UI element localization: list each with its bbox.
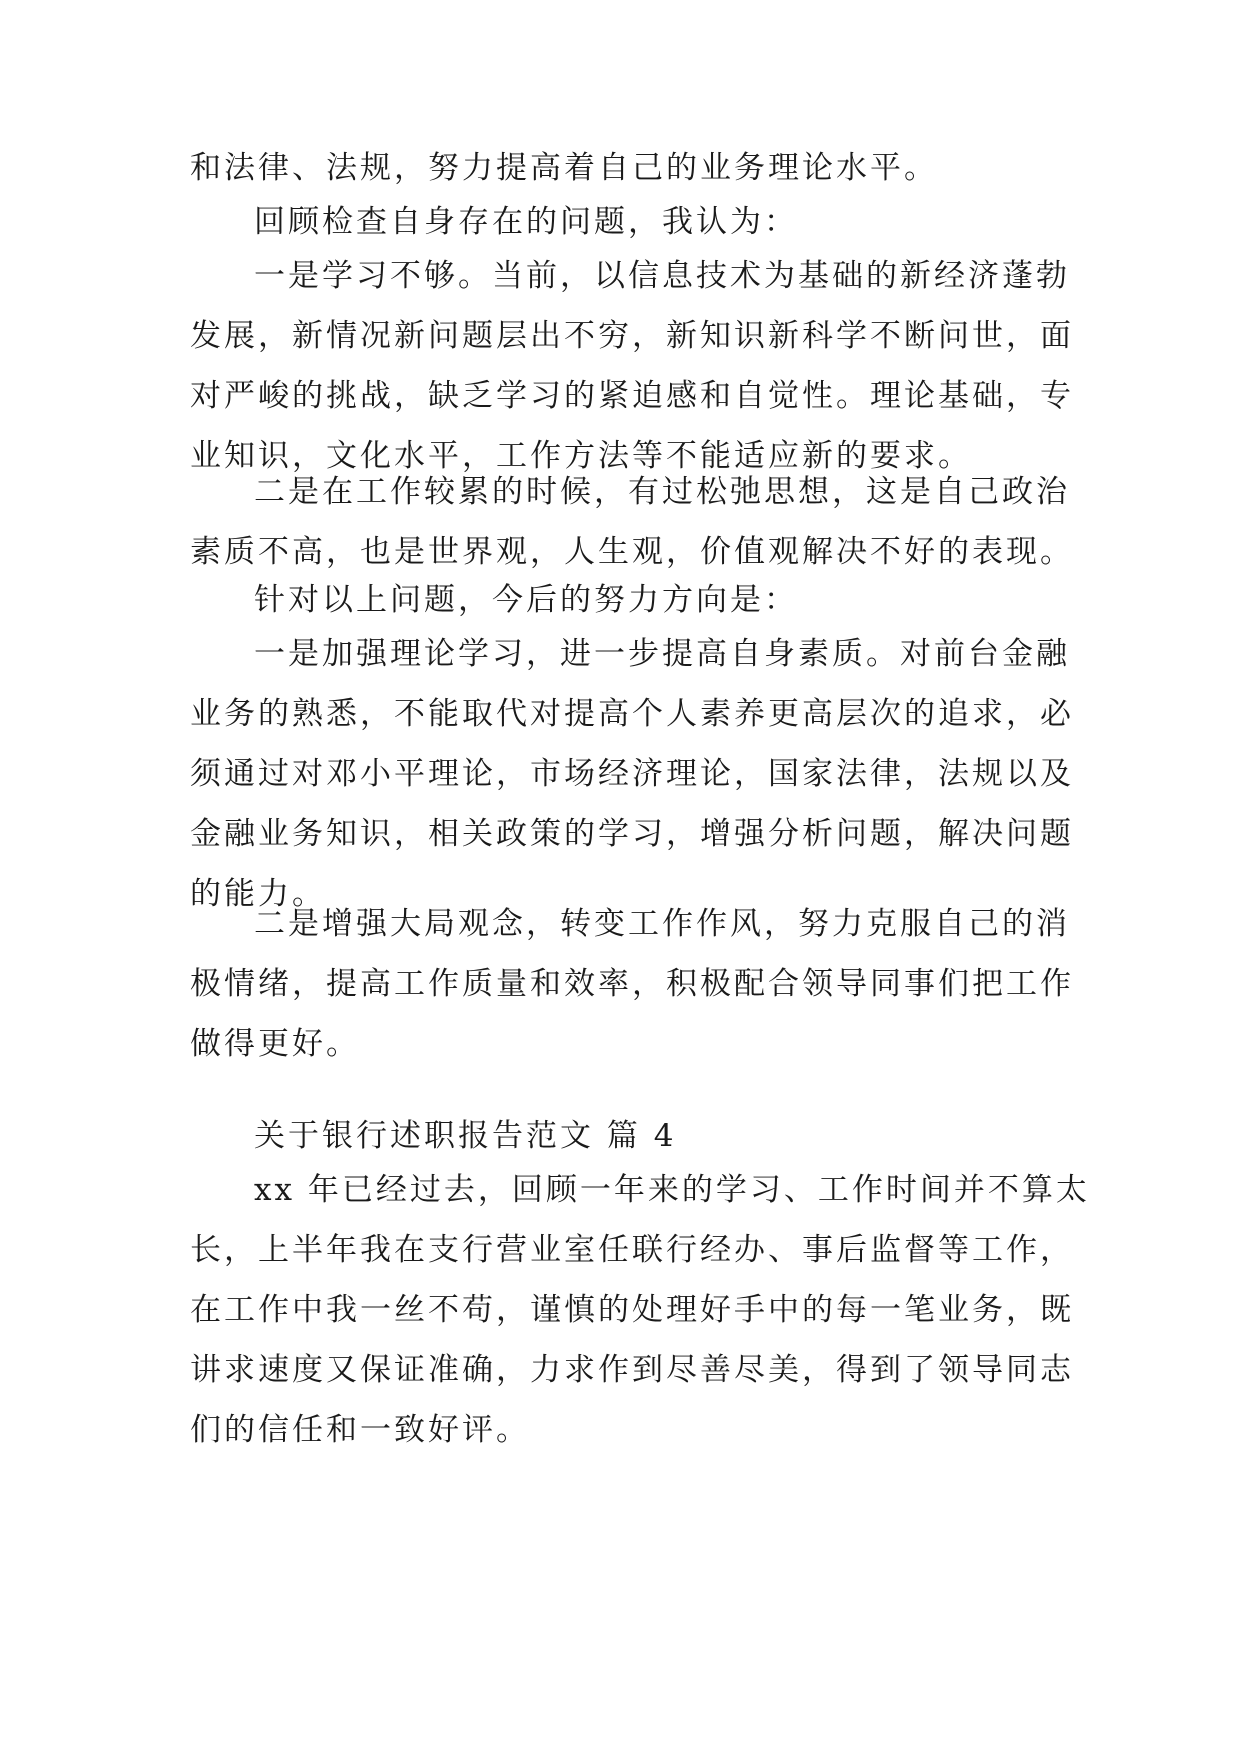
paragraph-problem-two [190,462,1074,582]
text-line: 发展，新情况新问题层出不穷，新知识新科学不断问世，面 [190,318,1074,354]
paragraph-year-review [190,1160,1090,1460]
paragraph-continuation [190,138,1070,198]
paragraph-review-intro [190,192,1070,252]
text-line: 一是加强理论学习，进一步提高自身素质。对前台金融 [254,636,1070,672]
text-line: 二是在工作较累的时候，有过松弛思想，这是自己政治 [254,474,1070,510]
text-line: 金融业务知识，相关政策的学习，增强分析问题，解决问题 [190,816,1074,852]
text-line: 回顾检查自身存在的问题，我认为： [254,204,798,240]
text-line: 和法律、法规，努力提高着自己的业务理论水平。 [190,150,938,186]
text-line: 在工作中我一丝不苟，谨慎的处理好手中的每一笔业务，既 [190,1292,1074,1328]
text-line: 极情绪，提高工作质量和效率，积极配合领导同事们把工作 [190,966,1074,1002]
text-line: 长，上半年我在支行营业室任联行经办、事后监督等工作， [190,1232,1074,1268]
text-line: 讲求速度又保证准确，力求作到尽善尽美，得到了领导同志 [190,1352,1074,1388]
text-line: 二是增强大局观念，转变工作作风，努力克服自己的消 [254,906,1070,942]
text-line: 须通过对邓小平理论，市场经济理论，国家法律，法规以及 [190,756,1074,792]
paragraph-direction-two [190,894,1074,1074]
text-line: 素质不高，也是世界观，人生观，价值观解决不好的表现。 [190,534,1074,570]
text-line: 对严峻的挑战，缺乏学习的紧迫感和自觉性。理论基础，专 [190,378,1074,414]
text-line: 针对以上问题，今后的努力方向是： [254,582,798,618]
text-line: 一是学习不够。当前，以信息技术为基础的新经济蓬勃 [254,258,1070,294]
text-line: 业知识，文化水平，工作方法等不能适应新的要求。 [190,438,972,474]
text-line: 们的信任和一致好评。 [190,1412,530,1448]
text-line: 业务的熟悉，不能取代对提高个人素养更高层次的追求，必 [190,696,1074,732]
paragraph-problem-one [190,246,1074,486]
paragraph-direction-intro [190,570,1070,630]
text-line: 的能力。 [190,876,326,912]
text-line: xx 年已经过去，回顾一年来的学习、工作时间并不算太 [254,1172,1090,1208]
section-heading: 关于银行述职报告范文 篇 4 [254,1118,677,1154]
paragraph-direction-one [190,624,1074,924]
text-line: 做得更好。 [190,1026,360,1062]
